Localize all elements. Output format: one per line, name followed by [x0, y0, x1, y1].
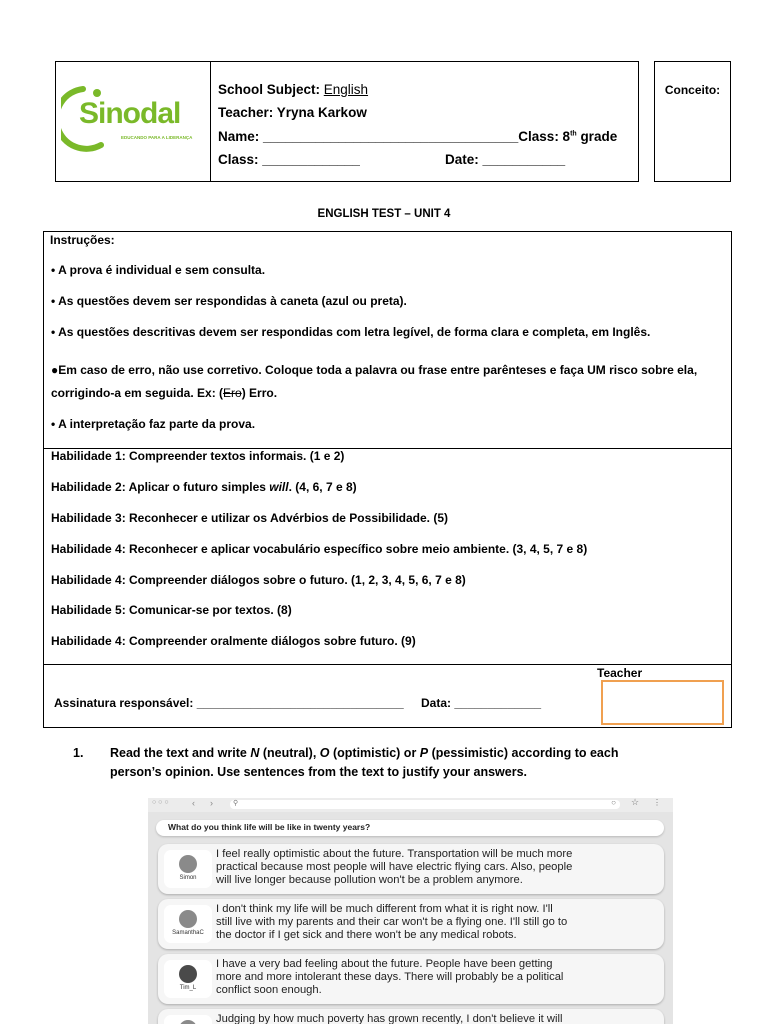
subject-value: English	[323, 82, 369, 97]
post-line: I feel really optimistic about the future. Transportation will be much more	[216, 848, 573, 860]
skill-item: Habilidade 4: Compreender oralmente diálogos sobre futuro. (9)	[51, 634, 416, 648]
avatar	[164, 905, 212, 943]
question-number: 1.	[73, 746, 84, 760]
example-strike: Ero	[223, 386, 242, 400]
test-title: ENGLISH TEST – UNIT 4	[317, 208, 451, 220]
reload-icon[interactable]: ○	[611, 798, 616, 807]
question-line2: person’s opinion. Use sentences from the text to justify your answers.	[110, 765, 527, 779]
skill-item	[51, 480, 357, 494]
conceito-label: Conceito:	[664, 83, 721, 97]
instruction-item: • As questões devem ser respondidas à caneta (azul ou preta).	[51, 294, 407, 308]
q1-text-d: (pessimistic) according to each	[428, 746, 619, 760]
post-text	[216, 958, 658, 996]
instructions-heading: Instruções:	[50, 233, 115, 247]
forum-question: What do you think life will be like in twenty years?	[168, 822, 371, 832]
signature-date-field[interactable]: Data: _____________	[421, 696, 542, 710]
subject-label: School Subject:	[218, 82, 324, 97]
user-icon	[179, 965, 197, 983]
instruction-item-example	[51, 386, 277, 400]
post-line: still live with my parents and their car won't be a flying one. I'll still go to	[216, 915, 568, 928]
skill-text: Habilidade 2: Aplicar o futuro simples	[51, 480, 270, 494]
post-text	[216, 848, 658, 886]
post-line: more and more intolerant these days. There will probably be a political	[216, 970, 564, 983]
user-icon	[179, 1020, 197, 1024]
avatar	[164, 960, 212, 998]
example-suffix: ) Erro.	[241, 386, 278, 400]
forum-question-bar	[156, 820, 664, 836]
instruction-item: • As questões descritivas devem ser respondidas com letra legível, de forma clara e completa, em Inglês.	[51, 325, 651, 339]
post-username: Tim_L	[179, 985, 197, 991]
instruction-item: ●Em caso de erro, não use corretivo. Coloque toda a palavra ou frase entre parênteses e faça UM risco sobre ela,	[51, 363, 698, 377]
skill-item: Habilidade 4: Compreender diálogos sobre o futuro. (1, 2, 3, 4, 5, 6, 7 e 8)	[51, 573, 466, 587]
school-subject	[218, 82, 368, 97]
search-icon: ⚲	[233, 800, 239, 807]
post-text	[216, 1013, 658, 1024]
name-line: Name: __________________________________Class: 8	[218, 129, 571, 144]
assinatura-field[interactable]: Assinatura responsável: _______________________________	[54, 696, 404, 710]
example-prefix: corrigindo-a em seguida. Ex: (	[51, 386, 224, 400]
q1-n: N	[250, 746, 260, 760]
class-grade: grade	[576, 129, 618, 144]
name-class-line[interactable]	[218, 129, 617, 144]
forum-screenshot	[148, 798, 673, 1024]
avatar	[164, 1015, 212, 1024]
q1-text-a: Read the text and write	[110, 746, 251, 760]
post-text	[216, 903, 658, 941]
teacher-label: Teacher	[597, 666, 643, 680]
conceito-box	[654, 61, 731, 182]
logo-cell	[55, 61, 211, 182]
forward-icon[interactable]: ›	[210, 798, 213, 808]
class-sup: th	[570, 130, 577, 138]
window-dots-icon: ○ ○ ○	[152, 799, 169, 806]
forum-post	[158, 1009, 664, 1024]
back-icon[interactable]: ‹	[192, 798, 195, 808]
question-line1	[110, 746, 657, 760]
post-line: the doctor if I get sick and there won't be any medical robots.	[216, 928, 517, 941]
logo-wordmark: Sinodal	[79, 97, 181, 130]
post-line: conflict soon enough.	[216, 983, 322, 996]
class-field[interactable]: Class: _____________	[218, 152, 360, 167]
address-bar[interactable]	[230, 800, 620, 809]
user-icon	[179, 855, 197, 873]
date-field[interactable]: Date: ___________	[445, 152, 566, 167]
user-icon	[179, 910, 197, 928]
instruction-item: • A prova é individual e sem consulta.	[51, 263, 266, 277]
skill-item: Habilidade 5: Comunicar-se por textos. (8)	[51, 603, 292, 617]
post-line: Judging by how much poverty has grown recently, I don't believe it will	[216, 1013, 563, 1024]
teacher-signature-box[interactable]	[601, 680, 724, 725]
skill-item: Habilidade 3: Reconhecer e utilizar os Advérbios de Possibilidade. (5)	[51, 511, 448, 525]
post-line: will live longer because pollution won't be a problem anymore.	[216, 873, 523, 886]
browser-toolbar	[148, 798, 673, 812]
post-line: I don't think my life will be much different from what it is right now. I'll	[216, 903, 553, 915]
q1-o: O	[319, 746, 330, 760]
skill-text-end: . (4, 6, 7 e 8)	[288, 480, 357, 494]
q1-text-b: (neutral),	[259, 746, 320, 760]
q1-text-c: (optimistic) or	[329, 746, 420, 760]
skill-item: Habilidade 1: Compreender textos informais. (1 e 2)	[51, 449, 345, 463]
logo-tagline: EDUCANDO PARA A LIDERANÇA	[121, 135, 193, 140]
teacher-line: Teacher: Yryna Karkow	[218, 105, 367, 120]
skill-will: will	[269, 480, 289, 494]
post-username: SamanthaC	[172, 930, 204, 936]
q1-p: P	[419, 746, 429, 760]
post-line: I have a very bad feeling about the future. People have been getting	[216, 958, 553, 970]
forum-post	[158, 954, 664, 1004]
bookmark-star-icon[interactable]: ☆	[631, 798, 640, 807]
forum-post	[158, 844, 664, 894]
avatar	[164, 850, 212, 888]
instruction-item: • A interpretação faz parte da prova.	[51, 417, 256, 431]
skill-item: Habilidade 4: Reconhecer e aplicar vocabulário específico sobre meio ambiente. (3, 4, 5, 7 e 8)	[51, 542, 588, 556]
post-username: Simon	[179, 875, 197, 881]
post-line: practical because most people will have electric flying cars. Also, people	[216, 860, 573, 873]
forum-post	[158, 899, 664, 949]
menu-dots-icon[interactable]: ⋮	[653, 798, 661, 807]
